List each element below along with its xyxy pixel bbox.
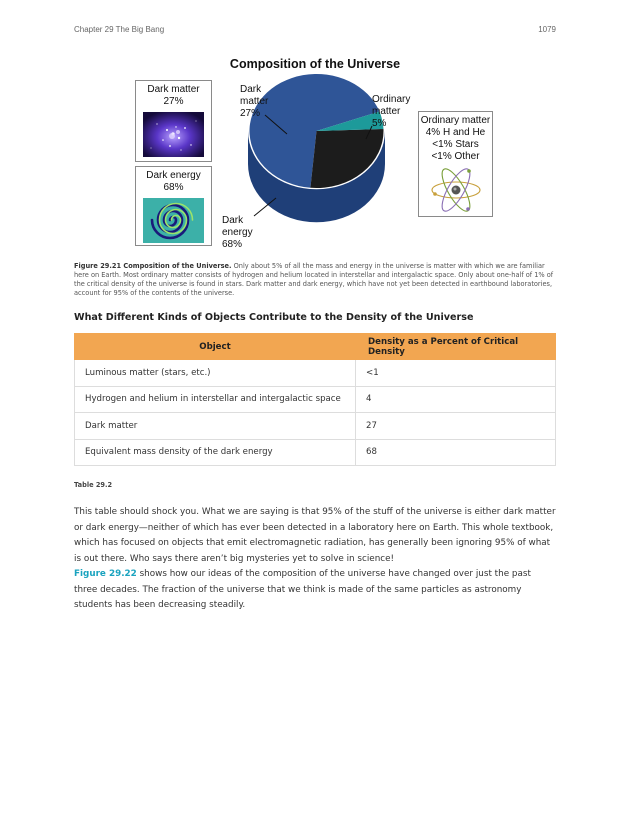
cell-object: Equivalent mass density of the dark energy [75,439,356,466]
inset-value: 27% [163,96,184,107]
label-line: Ordinary [372,94,411,105]
table-row [75,360,556,387]
inset-line: 4% H and He [425,127,486,138]
inset-line: Ordinary matter [420,115,491,126]
figure-title: Composition of the Universe [229,57,401,71]
inset-line: <1% Other [431,151,480,162]
column-header-density: Density as a Percent of Critical Density [356,334,556,360]
table-row [75,413,556,440]
chapter-title: Chapter 29 The Big Bang [74,25,165,34]
ordinary-matter-inset [418,111,493,217]
label-line: Dark [240,84,262,95]
label-line: 68% [222,239,243,250]
label-line: 5% [372,118,387,129]
cell-object: Luminous matter (stars, etc.) [75,360,356,387]
caption-text: Only about 5% of all the mass and energy in the universe is matter with which we are familiar here on Earth. Most ordinary matter consists of hydrogen and helium located in interstellar and intergalactic space. Only about one-half of 1% of the critical density of the universe is found in stars. Dark matter and dark energy, which have not yet been detected in earthbound laboratories, account for 95% of the contents of the universe. [74,262,554,298]
inset-line: <1% Stars [432,139,479,150]
pie-chart [0,0,630,260]
inset-value: 68% [163,182,184,193]
label-line: energy [222,227,253,238]
caption-label: Figure 29.21 Composition of the Universe. [74,262,232,270]
cell-object: Dark matter [75,413,356,440]
table-header-row [75,334,556,360]
cell-density: 4 [356,386,556,413]
table-row [75,439,556,466]
density-table [74,333,556,466]
cell-density: <1 [356,360,556,387]
inset-label: Dark matter [147,84,200,95]
page-number: 1079 [538,25,556,34]
cell-density: 27 [356,413,556,440]
cell-density: 68 [356,439,556,466]
table-row [75,386,556,413]
column-header-object: Object [75,334,356,360]
figure-caption [74,262,556,298]
figure-link[interactable]: Figure 29.22 [74,569,137,579]
figure-composition [0,0,630,260]
inset-label: Dark energy [146,170,201,181]
label-line: matter [372,106,401,117]
body-paragraph: This table should shock you. What we are saying is that 95% of the stuff of the universe is either dark matter or dark energy—neither of which has ever been detected in a laboratory here on Earth. This whole textbook, which has focused on objects that emit electromagnetic radiation, has generally been ignoring 95% of what is out there. Who says there aren’t big mysteries yet to solve in science! [74,507,556,564]
cell-object: Hydrogen and helium in interstellar and intergalactic space [75,386,356,413]
atom-icon [429,165,483,215]
paragraph-text: shows how our ideas of the composition of the universe have changed over just the past three decades. The fraction of the universe that we think is made of the same particles as astronomy students has been decreasing steadily. [74,569,531,610]
body-paragraph [74,567,556,614]
label-line: 27% [240,108,261,119]
pie-label-ordinary-matter [372,94,410,130]
pie-label-dark-energy [222,215,253,251]
table-title: What Different Kinds of Objects Contribute to the Density of the Universe [74,312,474,323]
pie-label-dark-matter [240,84,268,120]
table-label: Table 29.2 [74,481,113,489]
label-line: Dark [222,215,244,226]
label-line: matter [240,96,269,107]
